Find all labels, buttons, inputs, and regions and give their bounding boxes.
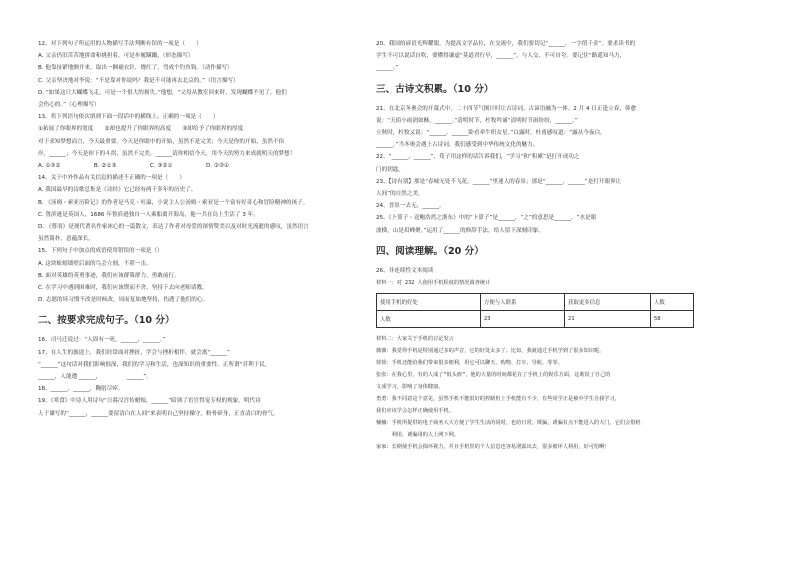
q14-option-d-line1: D. 《尊羽》是现代著名作家冰心的一篇散文，表达了作者对母爱的深情赞美以及对时光流逝的感叹，虽然语言 — [38, 224, 309, 231]
q21-line2: 说：“天街小雨润如酥，______。”清明时节，杜牧吟诵“清明时节雨纷纷，______。” — [376, 117, 578, 124]
table-cell: 23 — [481, 311, 565, 328]
q23-line1: 23、【诗有别】那是“春城无处不飞花，______”里迷人的春景；那是“______，______”是打开眼界让 — [376, 178, 622, 185]
table-cell: 58 — [651, 311, 694, 328]
q17-line2: “______”这句话对我们影响很深，我们的学习和生活，也深知识的重要性。正所谓“昔利于民， — [38, 361, 271, 368]
q13-passage-line1: 对于求知梦想而言，今天最重要。今天是你眼中的开始，虽然不是完美；今天是你的开始，虽然不伟 — [38, 138, 285, 145]
q12-option-c: C. 父亲坚决地对李说：“不是靠对你说吗？我是不可能再去北京的。”（语言描写） — [38, 77, 239, 84]
q19-line2: 人于谦写的“______，______要留清白在人间”来表明自己坚持操守，粉骨碎身，正直清白的骨气。 — [38, 410, 279, 417]
q12-option-d-line2: 会伤心的。”（心理描写） — [38, 102, 100, 109]
section-3-heading: 三、古诗文积累。（10 分） — [376, 83, 494, 95]
q19-line1: 19、《寒食》中诗人用诗句“日暮汉宫传蜡烛，______”暗讽了宦官得宠专权的现象。明代诗 — [38, 398, 261, 405]
q14-option-a: A. 我国最早的诗歌总集是《诗经》它已经有两千多年的历史了。 — [38, 187, 197, 194]
discussion-line: 家家：长期使手机会损坏视力，并且手机里的个人信息也容易泄露出去，很多被坏人利用，好可怕啊！ — [376, 444, 610, 451]
q13-passage-line2: 岸，______；今天是你下的斗拐，虽然不完美，______请你相信今天，用今天的努力来成就明天的梦想！ — [38, 150, 296, 157]
q12-stem: 12、对下列句子所运用的人物描写手法判断有误的一项是（ ） — [38, 41, 202, 47]
material-1-title: 材料一：对 232 人使用手机程度的情况调查统计 — [376, 280, 491, 287]
q17-line1: 17、在人生的旅途上，我们经常面对挫折，学会与挫折相伴，就会离“______” — [38, 349, 230, 356]
q13-stem: 13、将下列语句依次填到下面一段话中的横线上，正确的一项是（ ） — [38, 114, 219, 121]
q16: 16、司马迁说过：“人固有一死，______，______。” — [38, 337, 166, 344]
table-header-cell: 人数 — [651, 294, 694, 311]
discussion-line: 我们应该学会怎样正确使用手机。 — [376, 408, 454, 415]
q21-line3: 立秋时，杜牧又说：“______，______卧看牵牛织女星。”白露时，杜甫感叹道：“露从今夜白， — [376, 130, 606, 137]
table-row — [377, 311, 694, 328]
section-4-heading: 四、阅读理解。（20 分） — [376, 245, 484, 257]
table-header-cell: 使用手机的好处 — [377, 294, 481, 311]
table-cell: 21 — [565, 311, 651, 328]
q14-option-c: C. 鲁滨逊是英国人，1686 年鲁滨逊独自一人乘船离开海岛，他一共在岛上生活了 3 年。 — [38, 211, 259, 218]
q14-option-b: B. 《汤姆・索亚历险记》的作者是马克・吐温，小说主人公汤姆・索亚是一个富有好奇心和冒险精神的孩子。 — [38, 199, 309, 206]
q25-line1: 25、《卜算子・送鲍浩然之浙东》中的“卜算子”是______，“之”的意思是______，“水是眼 — [376, 215, 597, 222]
q20-line3: ______。” — [376, 65, 399, 72]
q20-line2: 学生不可以说话自吹，要懂得谦虚“莫道君行早，______”。与人交，不可自夸。要记住“路遥知马力， — [376, 53, 626, 60]
q14-option-d-line2: 虽然简朴，意蕴深长。 — [38, 236, 94, 243]
q13-answers: A. ①③② B. ②①③ C. ③②① D. ②③① — [38, 163, 229, 170]
right-column — [376, 38, 702, 453]
q15-stem: 15、下列句子中加点的成语使用错误的一项是（） — [38, 248, 163, 255]
q21-line4: ______。”当冬奥会遇上古诗词，我们感受到中华传统文化的魅力。 — [376, 142, 539, 149]
q21-line1: 21、在北京冬奥会的开幕式中，二十四节气倒计时让古诗词、古谚语融为一体。2 月 4 日正逢立春，韩愈 — [376, 105, 637, 112]
q12-option-d-line1: D. “如果这只大蝴蝶飞走，可是一个很大的损失。”他想，“父母从教室回来时，发现蝴蝶不见了，他们 — [38, 89, 287, 96]
section-2-heading: 二、按要求完成句子。（10 分） — [38, 315, 175, 327]
q15-option-a: A. 这块蚯蚓墙壁后面的鸟会立刻，不堪一击。 — [38, 260, 152, 267]
q20-line1: 20、我国的谚语光辉耀眼。为提高文学品位，在交流中，我们要切记“______，一字值千金”。要求读书的 — [376, 41, 636, 47]
discussion-line: 薇薇：我觉得手机是特别通过多的声音，它的好处太多了。比如，我就通过手机学到了很多知识呢。 — [376, 348, 605, 355]
q23-line2: 人间”的自然之美。 — [376, 191, 424, 198]
discussion-line: 勇勇：我不同意这个意见，虽然手机不能很好的控制但上手机能有不少，有些同学正是被中学生自我学习， — [376, 396, 620, 403]
table-cell: 人数 — [377, 311, 481, 328]
table-header-cell: 方便与人联系 — [481, 294, 565, 311]
discussion-line: 利用，诱骗用的人上网下网。 — [376, 432, 460, 439]
q14-stem: 14、关于中外作品有关信息的描述不正确的一项是（ ） — [38, 175, 185, 182]
q25-line2: 波横，山是眉峰聚。”运用了______的修辞手法，给人留下深刻印象。 — [376, 227, 544, 234]
q12-option-b: B. 他靠扯紧地颤开来，取出一捆褪衣针，烧红了，弯成个钓鱼钩。（动作描写） — [38, 65, 233, 72]
discussion-line: 徐徐：手机还能给我们带来很多便利，用它可以聊天、购物、打车、导航、等等。 — [376, 360, 563, 367]
q22-line1: 22、“______，______”，荀子用这样的话告诉我们，“学习”和“积累”是打开成功之 — [376, 154, 580, 161]
q18: 18、______，______，鞠躬尽瘁。 — [38, 386, 124, 393]
table-header-cell: 获取更多信息 — [565, 294, 651, 311]
q15-option-b: B. 面对英雄的英勇事迹，我们应该群策群力，勇敢前行。 — [38, 272, 180, 279]
q15-option-d: D. 志愿的坏习惯不改是时候改，周而复始地坚持，伤透了他们的心。 — [38, 297, 209, 304]
q24: 24、晋景一去无，______。 — [376, 203, 445, 210]
q17-line3: ______，人能遭 ______， ______”。 — [38, 374, 152, 381]
discussion-line: 文成学习，影响了身体健康。 — [376, 384, 444, 391]
q15-option-c: C. 在学习中遇到困难时，我们应该锲而不舍，坚持下去向老师请教。 — [38, 285, 208, 292]
q13-choices: ①拓展了你眼界的宽度 ②却也提升了你眼界的高度 ③却给予了你眼界的厚度 — [38, 126, 244, 133]
material-2-title: 材料二：大家关于手机的讨论发言 — [376, 336, 454, 343]
left-column — [38, 38, 368, 420]
q22-line2: 门的钥匙。 — [376, 166, 404, 173]
q12-option-a: A. 父亲仍旧苦苦地拼命和挑担着，可是步履蹒跚，（形态描写） — [38, 53, 194, 60]
discussion-line: 张张：在我心里，有的人成了“低头族”，他的大量的时间都花在了手机上的娱乐方面，这耽误了自己的 — [376, 372, 611, 379]
survey-table — [376, 293, 694, 328]
table-row — [377, 294, 694, 311]
q26-stem: 26、非连续性文本阅读 — [376, 267, 434, 274]
discussion-line: 楠楠：手机所提供的电子商务大大方便了学生生活的同时，也给日常，欺骗，诱骗有点不能进入的大门，它们会借机 — [376, 420, 641, 427]
